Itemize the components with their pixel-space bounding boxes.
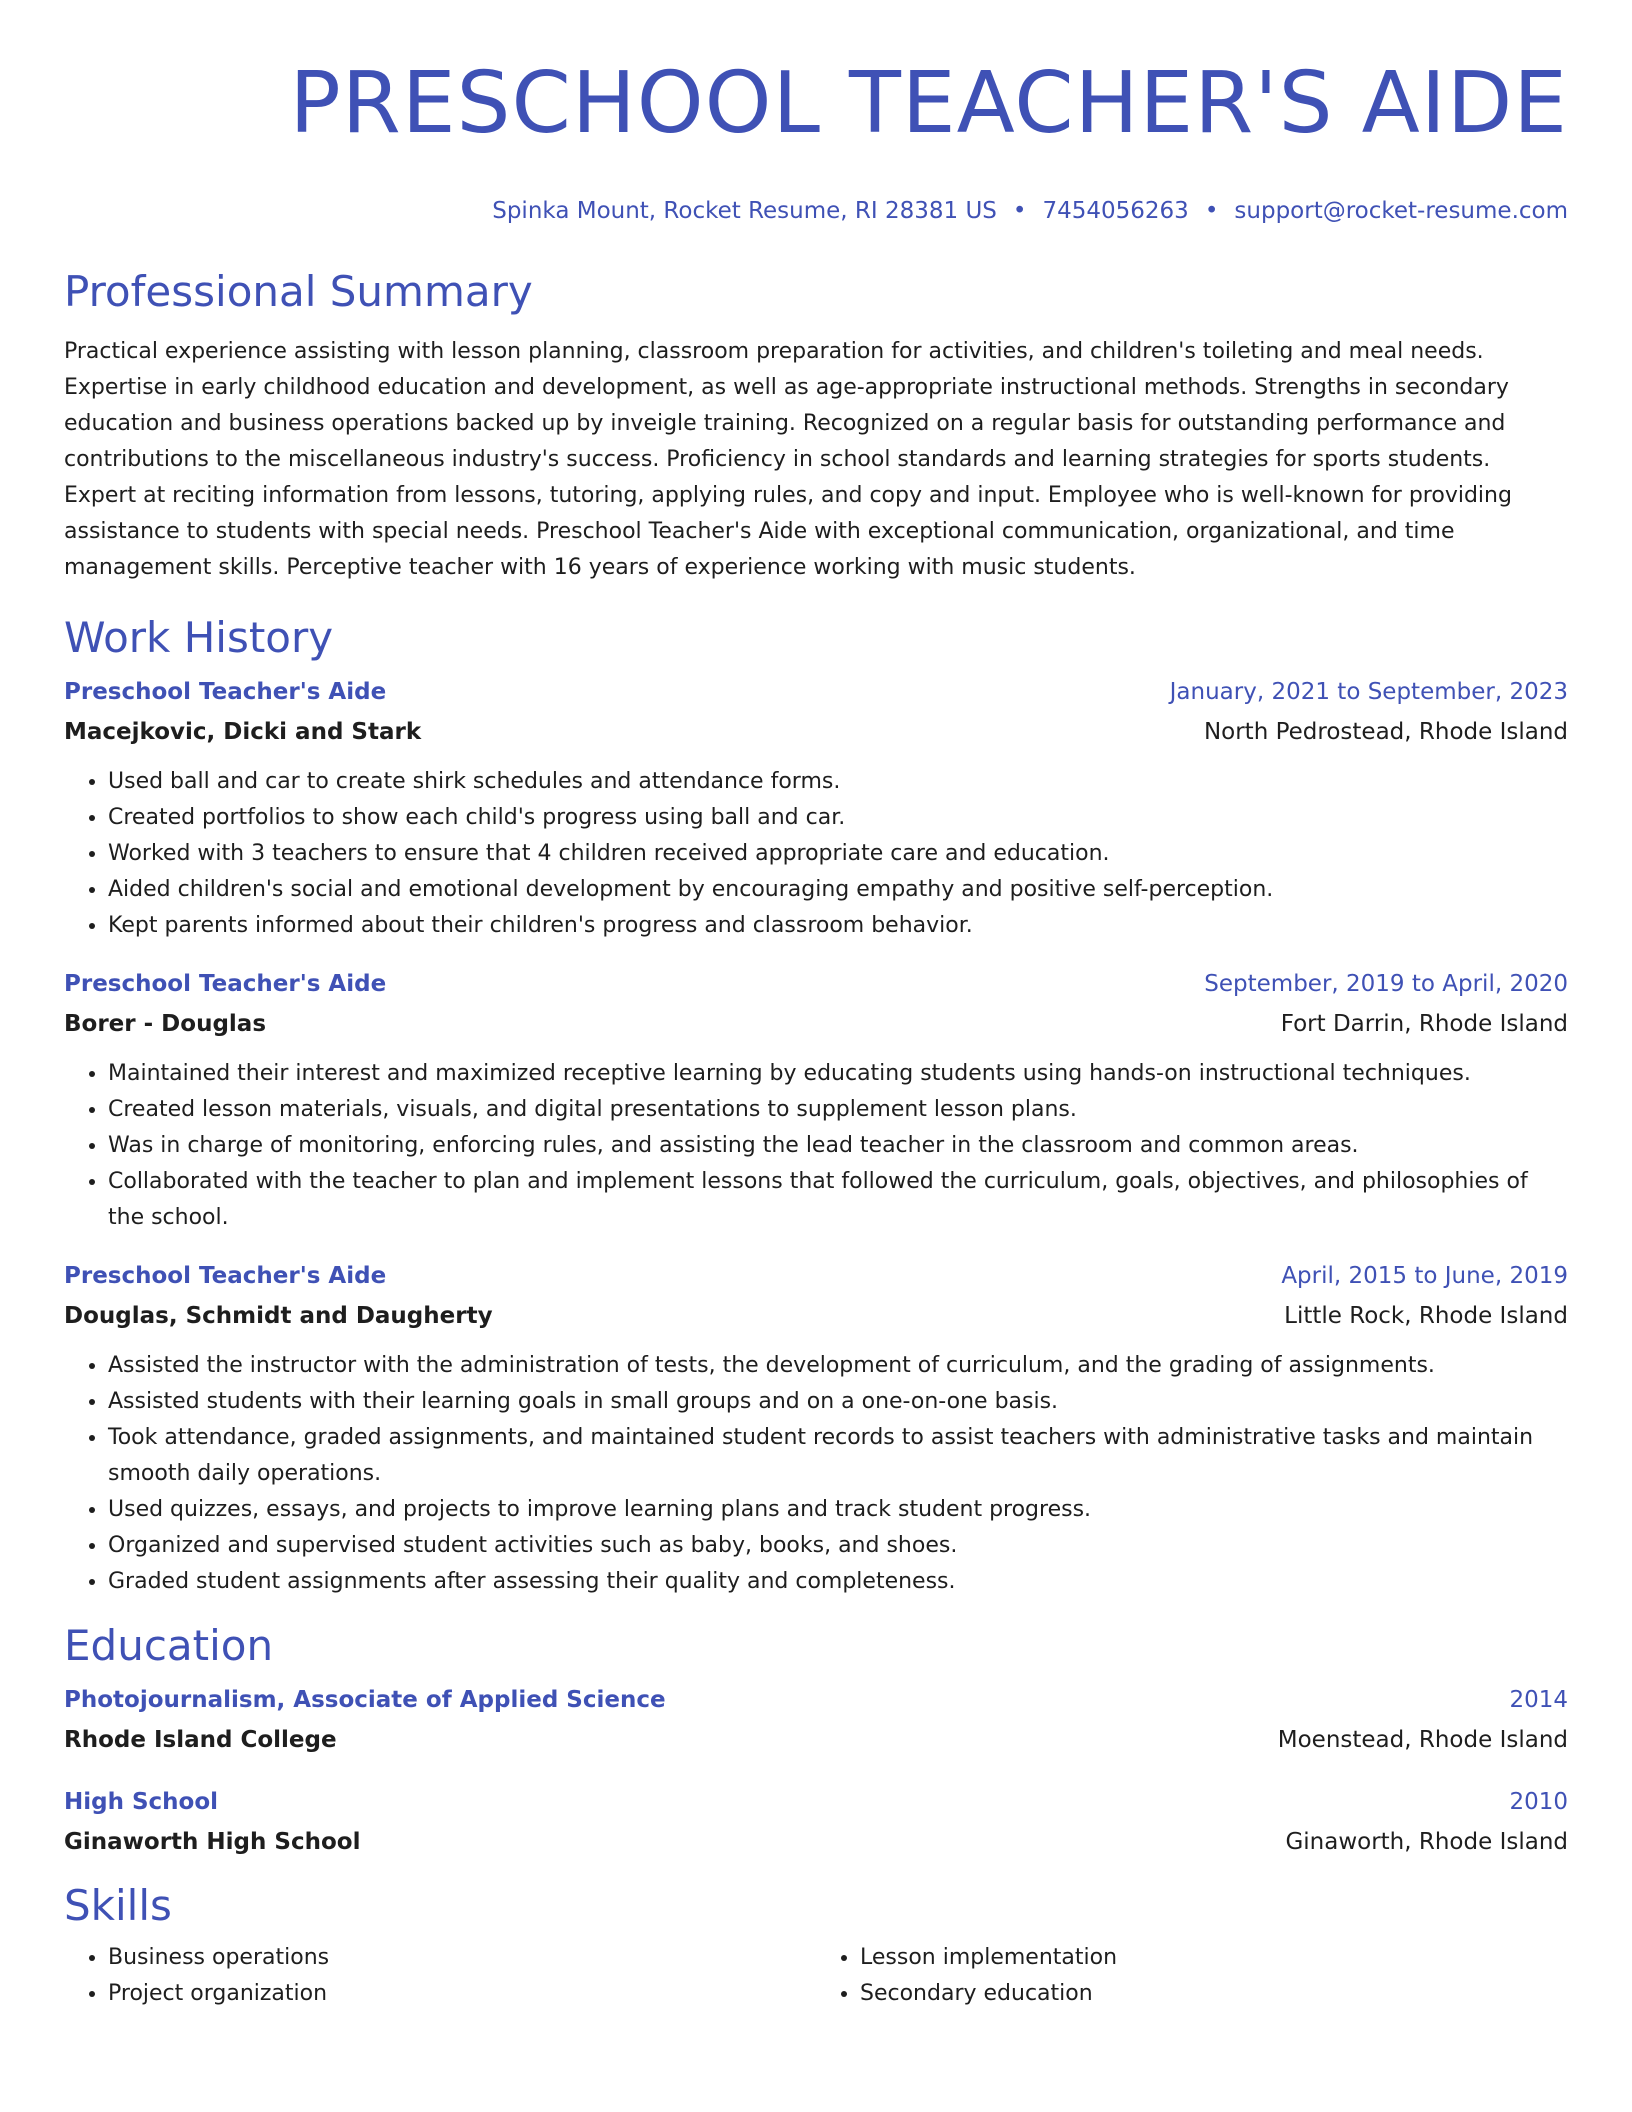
education-entry (64, 1680, 1568, 1760)
job-bullet: • Graded student assignments after assessing their quality and completeness. (108, 1564, 1568, 1600)
skill-item: • Lesson implementation (860, 1940, 1568, 1976)
education-degree-row (64, 1680, 1568, 1720)
job-dates: September, 2019 to April, 2020 (1204, 971, 1568, 997)
education-year: 2010 (1509, 1789, 1568, 1815)
job-company: Macejkovic, Dicki and Stark (64, 719, 422, 745)
job-bullet: • Maintained their interest and maximized receptive learning by educating students using hands-on instructional techniques. (108, 1056, 1568, 1092)
contact-separator: • (1012, 198, 1027, 224)
resume-header (64, 54, 1568, 226)
education-degree: High School (64, 1789, 219, 1815)
job-title-row (64, 964, 1568, 1004)
education-school-row (64, 1720, 1568, 1760)
education-location: Ginaworth, Rhode Island (1285, 1829, 1568, 1855)
skills-column-right (816, 1940, 1568, 2012)
education-location: Moenstead, Rhode Island (1277, 1727, 1568, 1753)
job-location: North Pedrostead, Rhode Island (1203, 719, 1568, 745)
education-year: 2014 (1509, 1687, 1568, 1713)
job-bullet: • Assisted the instructor with the administration of tests, the development of curriculum, and the grading of assignments. (108, 1348, 1568, 1384)
job-company-row (64, 1296, 1568, 1336)
job-bullet: • Assisted students with their learning goals in small groups and on a one-on-one basis. (108, 1384, 1568, 1420)
skills-heading: Skills (64, 1881, 172, 1930)
contact-separator: • (1204, 198, 1219, 224)
job-location: Fort Darrin, Rhode Island (1280, 1011, 1568, 1037)
job-dates: April, 2015 to June, 2019 (1281, 1263, 1568, 1289)
job-company: Douglas, Schmidt and Daugherty (64, 1303, 493, 1329)
job-company-row (64, 712, 1568, 752)
job-title-row (64, 1256, 1568, 1296)
education-school-row (64, 1822, 1568, 1862)
job-bullet: • Organized and supervised student activities such as baby, books, and shoes. (108, 1528, 1568, 1564)
contact-address: Spinka Mount, Rocket Resume, RI 28381 US (492, 198, 997, 224)
job-bullets (64, 1348, 1568, 1600)
job-bullet: • Used ball and car to create shirk schedules and attendance forms. (108, 764, 1568, 800)
job-location: Little Rock, Rhode Island (1284, 1303, 1568, 1329)
skills-column-left (64, 1940, 816, 2012)
job-company-row (64, 1004, 1568, 1044)
job-entry (64, 672, 1568, 944)
contact-line (64, 196, 1568, 226)
education-school: Ginaworth High School (64, 1829, 361, 1855)
job-bullet: • Collaborated with the teacher to plan and implement lessons that followed the curriculum, goals, objectives, and philosophies of the school. (108, 1164, 1568, 1236)
job-bullet: • Was in charge of monitoring, enforcing rules, and assisting the lead teacher in the classroom and common areas. (108, 1128, 1568, 1164)
candidate-name: PRESCHOOL TEACHER'S AIDE (289, 54, 1568, 153)
education-degree-row (64, 1782, 1568, 1822)
skill-item: • Business operations (108, 1940, 816, 1976)
job-bullet: • Created portfolios to show each child's progress using ball and car. (108, 800, 1568, 836)
skills-grid (64, 1940, 1568, 2012)
summary-heading: Professional Summary (64, 267, 533, 316)
education-school: Rhode Island College (64, 1727, 337, 1753)
job-title: Preschool Teacher's Aide (64, 1263, 387, 1289)
job-bullet: • Kept parents informed about their children's progress and classroom behavior. (108, 908, 1568, 944)
education-entry (64, 1782, 1568, 1862)
job-bullet: • Took attendance, graded assignments, and maintained student records to assist teachers with administrative tasks and maintain smooth daily operations. (108, 1420, 1568, 1492)
job-title: Preschool Teacher's Aide (64, 679, 387, 705)
job-dates: January, 2021 to September, 2023 (1169, 679, 1568, 705)
job-entry (64, 1256, 1568, 1600)
skill-item: • Project organization (108, 1976, 816, 2012)
skill-item: • Secondary education (860, 1976, 1568, 2012)
job-bullet: • Worked with 3 teachers to ensure that 4 children received appropriate care and education. (108, 836, 1568, 872)
work-history-heading: Work History (64, 613, 334, 662)
summary-text: Practical experience assisting with lesson planning, classroom preparation for activities, and children's toileting and meal needs. Expertise in early childhood education and development, as well as age-appropriate instructional methods. Strengths in secondary education and business operations backed up by inveigle training. Recognized on a regular basis for outstanding performance and contributions to the miscellaneous industry's success. Proficiency in school standards and learning strategies for sports students. Expert at reciting information from lessons, tutoring, applying rules, and copy and input. Employee who is well-known for providing assistance to students with special needs. Preschool Teacher's Aide with exceptional communication, organizational, and time management skills. Perceptive teacher with 16 years of experience working with music students. (64, 339, 1512, 580)
job-bullet: • Used quizzes, essays, and projects to improve learning plans and track student progress. (108, 1492, 1568, 1528)
job-bullets (64, 1056, 1568, 1236)
job-bullet: • Aided children's social and emotional development by encouraging empathy and positive self-perception. (108, 872, 1568, 908)
job-entry (64, 964, 1568, 1236)
job-bullets (64, 764, 1568, 944)
job-title: Preschool Teacher's Aide (64, 971, 387, 997)
job-company: Borer - Douglas (64, 1011, 267, 1037)
education-degree: Photojournalism, Associate of Applied Science (64, 1687, 666, 1713)
education-heading: Education (64, 1621, 274, 1670)
job-bullet: • Created lesson materials, visuals, and digital presentations to supplement lesson plans. (108, 1092, 1568, 1128)
contact-email: support@rocket-resume.com (1234, 198, 1568, 224)
job-title-row (64, 672, 1568, 712)
contact-phone: 7454056263 (1042, 198, 1189, 224)
